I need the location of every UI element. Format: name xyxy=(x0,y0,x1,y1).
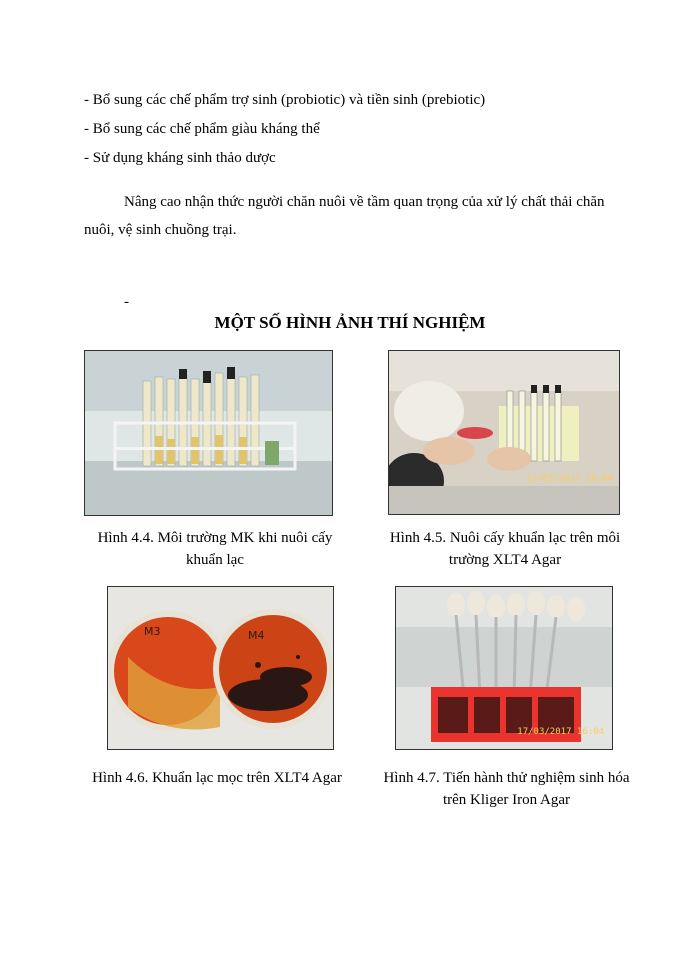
figure-4-7-photo xyxy=(395,586,613,750)
plate-label-m3: M3 xyxy=(144,625,161,638)
bullet-probiotic: - Bổ sung các chế phẩm trợ sinh (probiotic) và tiền sinh (prebiotic) xyxy=(84,92,486,108)
bullet-herbal-antibiotic: - Sử dụng kháng sinh thảo dược xyxy=(84,150,276,166)
figure-4-5-caption-line2: trường XLT4 Agar xyxy=(448,552,562,568)
figure-4-4-photo xyxy=(84,350,333,516)
figure-4-7-timestamp: 17/03/2017 16:04 xyxy=(517,727,604,737)
figure-4-7-caption xyxy=(364,767,649,811)
figure-4-7-caption-line1: Hình 4.7. Tiến hành thử nghiệm sinh hóa xyxy=(383,770,630,786)
figure-4-5-photo xyxy=(388,350,620,515)
plate-label-m4: M4 xyxy=(248,629,265,642)
figure-4-4-caption-line1: Hình 4.4. Môi trường MK khi nuôi cấy xyxy=(97,530,333,546)
figure-4-5-timestamp: 17/03/2017 16:04 xyxy=(526,474,613,484)
figure-4-4-caption xyxy=(84,527,346,571)
figure-4-5-caption xyxy=(370,527,640,571)
figure-4-6-caption xyxy=(84,767,350,789)
section-heading: MỘT SỐ HÌNH ẢNH THÍ NGHIỆM xyxy=(214,313,486,332)
figure-4-5-caption-line1: Hình 4.5. Nuôi cấy khuẩn lạc trên môi xyxy=(389,530,621,546)
figure-4-6-photo xyxy=(107,586,334,750)
figure-4-4-caption-line2: khuẩn lạc xyxy=(186,552,244,568)
figure-4-7-caption-line2: trên Kliger Iron Agar xyxy=(442,792,571,808)
list-dash: - xyxy=(124,294,129,310)
bullet-antibody: - Bổ sung các chế phẩm giàu kháng thể xyxy=(84,121,320,137)
figure-4-6-caption-line1: Hình 4.6. Khuẩn lạc mọc trên XLT4 Agar xyxy=(92,770,342,786)
awareness-paragraph: Nâng cao nhận thức người chăn nuôi về tầm quan trọng của xử lý chất thải chăn nuôi, vệ sinh chuồng trại. xyxy=(84,194,605,238)
